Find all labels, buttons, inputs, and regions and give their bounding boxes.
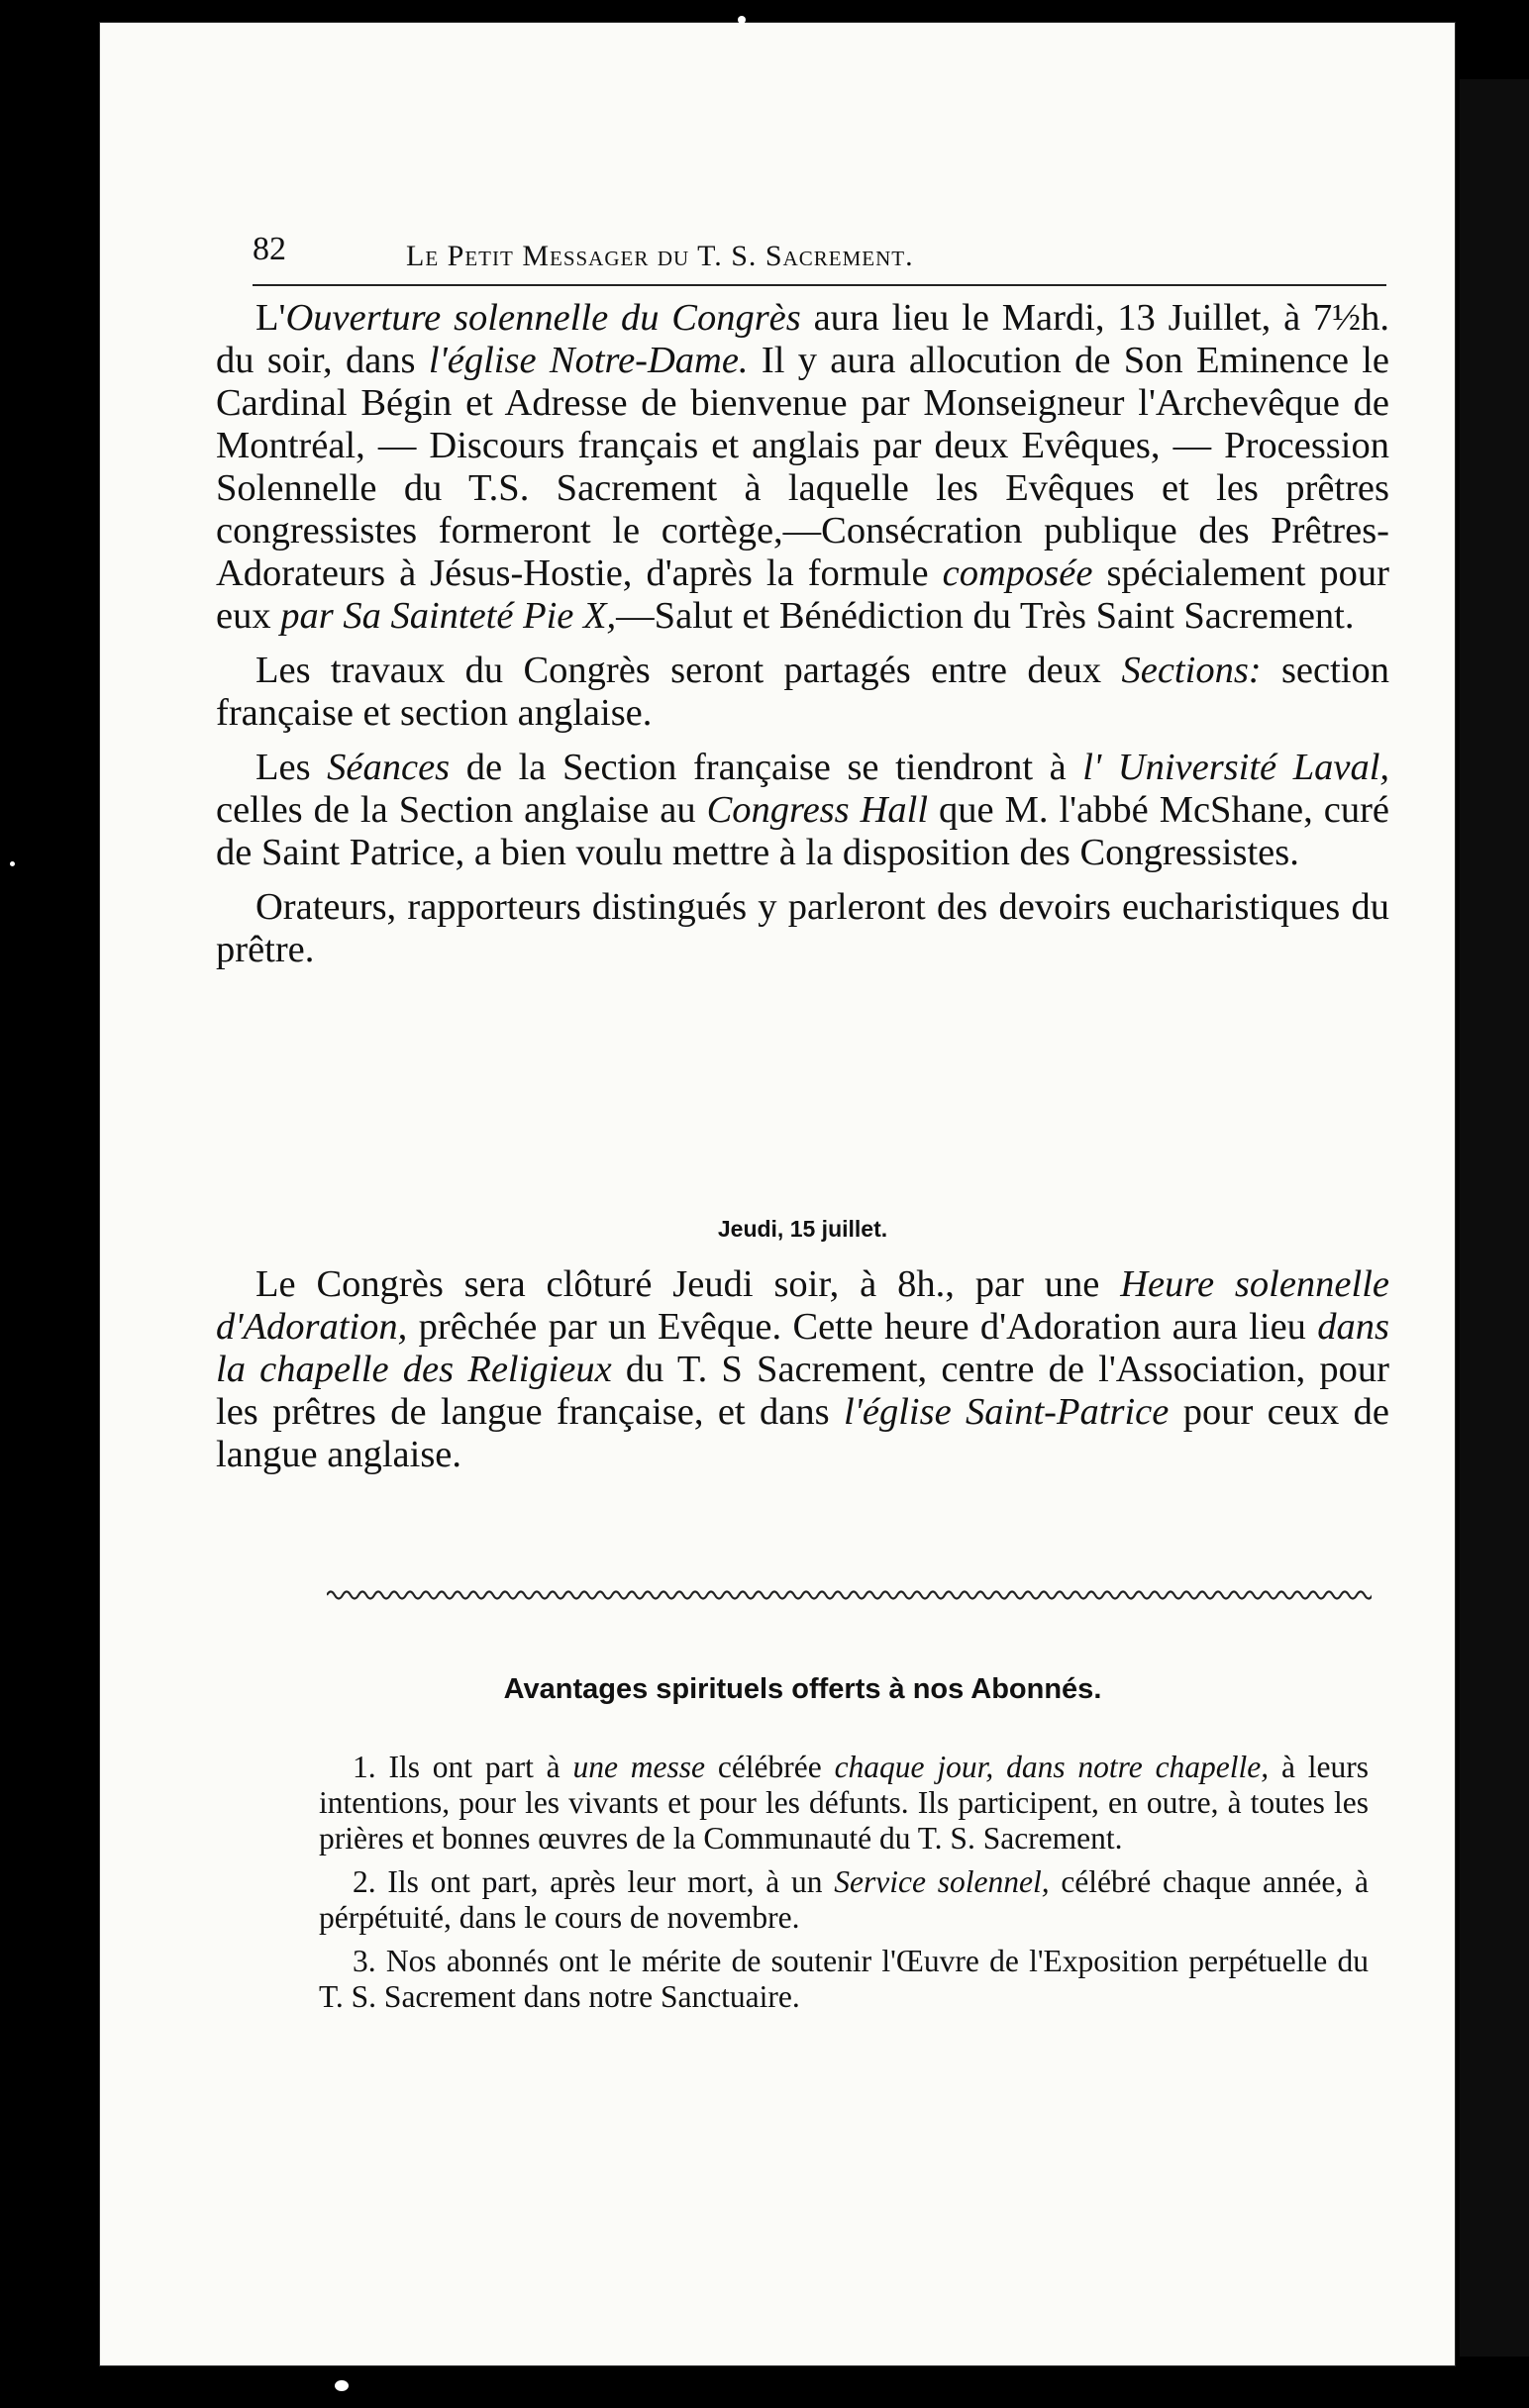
text-run: Il y aura allocution de Son Eminence le Cardinal Bégin et Adresse de bienvenue par Monseigneur l'Archevêque de Montréal, — Discours français et anglais par deux Evêques, — Procession Solennelle du T.S. Sacrement à laquelle les Evêques et les prêtres congressistes formeront le cortège,—Consécration publique des Prêtres-Adorateurs à Jésus-Hostie, d'après la formule — [216, 340, 1389, 594]
scan-speck — [738, 16, 746, 24]
header-rule — [253, 284, 1386, 286]
italic-run: composée — [942, 552, 1093, 594]
closing-text — [216, 1263, 1389, 1476]
italic-run: Congress Hall — [706, 789, 929, 831]
italic-run: par Sa Sainteté Pie X, — [280, 595, 617, 637]
wavy-divider — [327, 1584, 1372, 1606]
text-run: spécialement pour eux — [216, 552, 1389, 637]
text-run: célébré chaque année, à pérpétuité, dans le cours de novembre. — [319, 1864, 1369, 1935]
italic-run: l'église Notre-Dame. — [428, 340, 749, 381]
text-run: célébrée — [705, 1750, 835, 1784]
text-run: —Salut et Bénédiction du Très Saint Sacrement. — [616, 595, 1355, 637]
italic-run: dans la chapelle des Religieux — [216, 1306, 1389, 1390]
scan-speck — [10, 861, 15, 866]
paragraph-seances — [216, 747, 1389, 874]
text-run: Les — [255, 747, 328, 788]
paragraph-sections — [216, 650, 1389, 735]
main-text — [216, 297, 1389, 983]
benefit-item — [319, 1864, 1369, 1936]
journal-title: Le Petit Messager du T. S. Sacrement. — [406, 240, 914, 272]
benefits-list — [319, 1750, 1369, 2023]
italic-run: Ouverture solennelle du Congrès — [285, 297, 801, 339]
text-run: de la Section française se tiendront à — [450, 747, 1083, 788]
text-run: Les travaux du Congrès seront partagés entre deux — [255, 650, 1122, 691]
benefit-item — [319, 1944, 1369, 2015]
text-run: L' — [255, 297, 286, 339]
italic-run: une messe — [572, 1750, 706, 1784]
text-run: que M. l'abbé McShane, curé de Saint Patrice, a bien voulu mettre à la disposition des Congressistes. — [216, 789, 1389, 873]
benefit-item — [319, 1750, 1369, 1856]
page-number: 82 — [253, 231, 286, 267]
text-run: Orateurs, rapporteurs distingués y parleront des devoirs eucharistiques du prêtre. — [216, 886, 1389, 970]
italic-run: Sections: — [1121, 650, 1262, 691]
italic-run: Séances — [327, 747, 451, 788]
italic-run: l'église Saint-Patrice — [843, 1391, 1170, 1433]
paragraph-orateurs — [216, 886, 1389, 971]
paragraph-opening — [216, 297, 1389, 638]
text-run: pour ceux de langue anglaise. — [216, 1391, 1390, 1475]
text-run: 3. Nos abonnés ont le mérite de soutenir l'Œuvre de l'Exposition perpétuelle du T. S. Sacrement dans notre Sanctuaire. — [319, 1944, 1369, 2014]
text-run: Le Congrès sera clôturé Jeudi soir, à 8h., par une — [255, 1263, 1121, 1305]
text-run: 2. Ils ont part, après leur mort, à un — [353, 1864, 835, 1899]
text-run: section française et section anglaise. — [216, 650, 1389, 734]
date-heading: Jeudi, 15 juillet. — [717, 1216, 888, 1242]
text-run: du T. S Sacrement, centre de l'Association, pour les prêtres de langue française, et dans — [216, 1349, 1390, 1433]
text-run: à leurs intentions, pour les vivants et pour les défunts. Ils participent, en outre, à toutes les prières et bonnes œuvres de la Communauté du T. S. Sacrement. — [319, 1750, 1370, 1856]
wavy-rule — [327, 1592, 1372, 1599]
italic-run: l' Université Laval, — [1082, 747, 1390, 788]
text-run: prêchée par un Evêque. Cette heure d'Adoration aura lieu — [407, 1306, 1318, 1348]
text-run: 1. Ils ont part à — [353, 1750, 573, 1784]
section-heading: Avantages spirituels offerts à nos Abonnés. — [503, 1673, 1102, 1705]
italic-run: Heure solennelle d'Adoration, — [216, 1263, 1389, 1348]
text-run: celles de la Section anglaise au — [216, 789, 707, 831]
adjacent-page-edge — [1460, 79, 1529, 2357]
scan-speck — [335, 2380, 349, 2391]
paragraph-closing — [216, 1263, 1389, 1476]
italic-run: Service solennel, — [834, 1864, 1050, 1899]
italic-run: chaque jour, dans notre chapelle, — [834, 1750, 1270, 1784]
text-run: aura lieu le Mardi, 13 Juillet, à 7½h. du soir, dans — [216, 297, 1390, 381]
